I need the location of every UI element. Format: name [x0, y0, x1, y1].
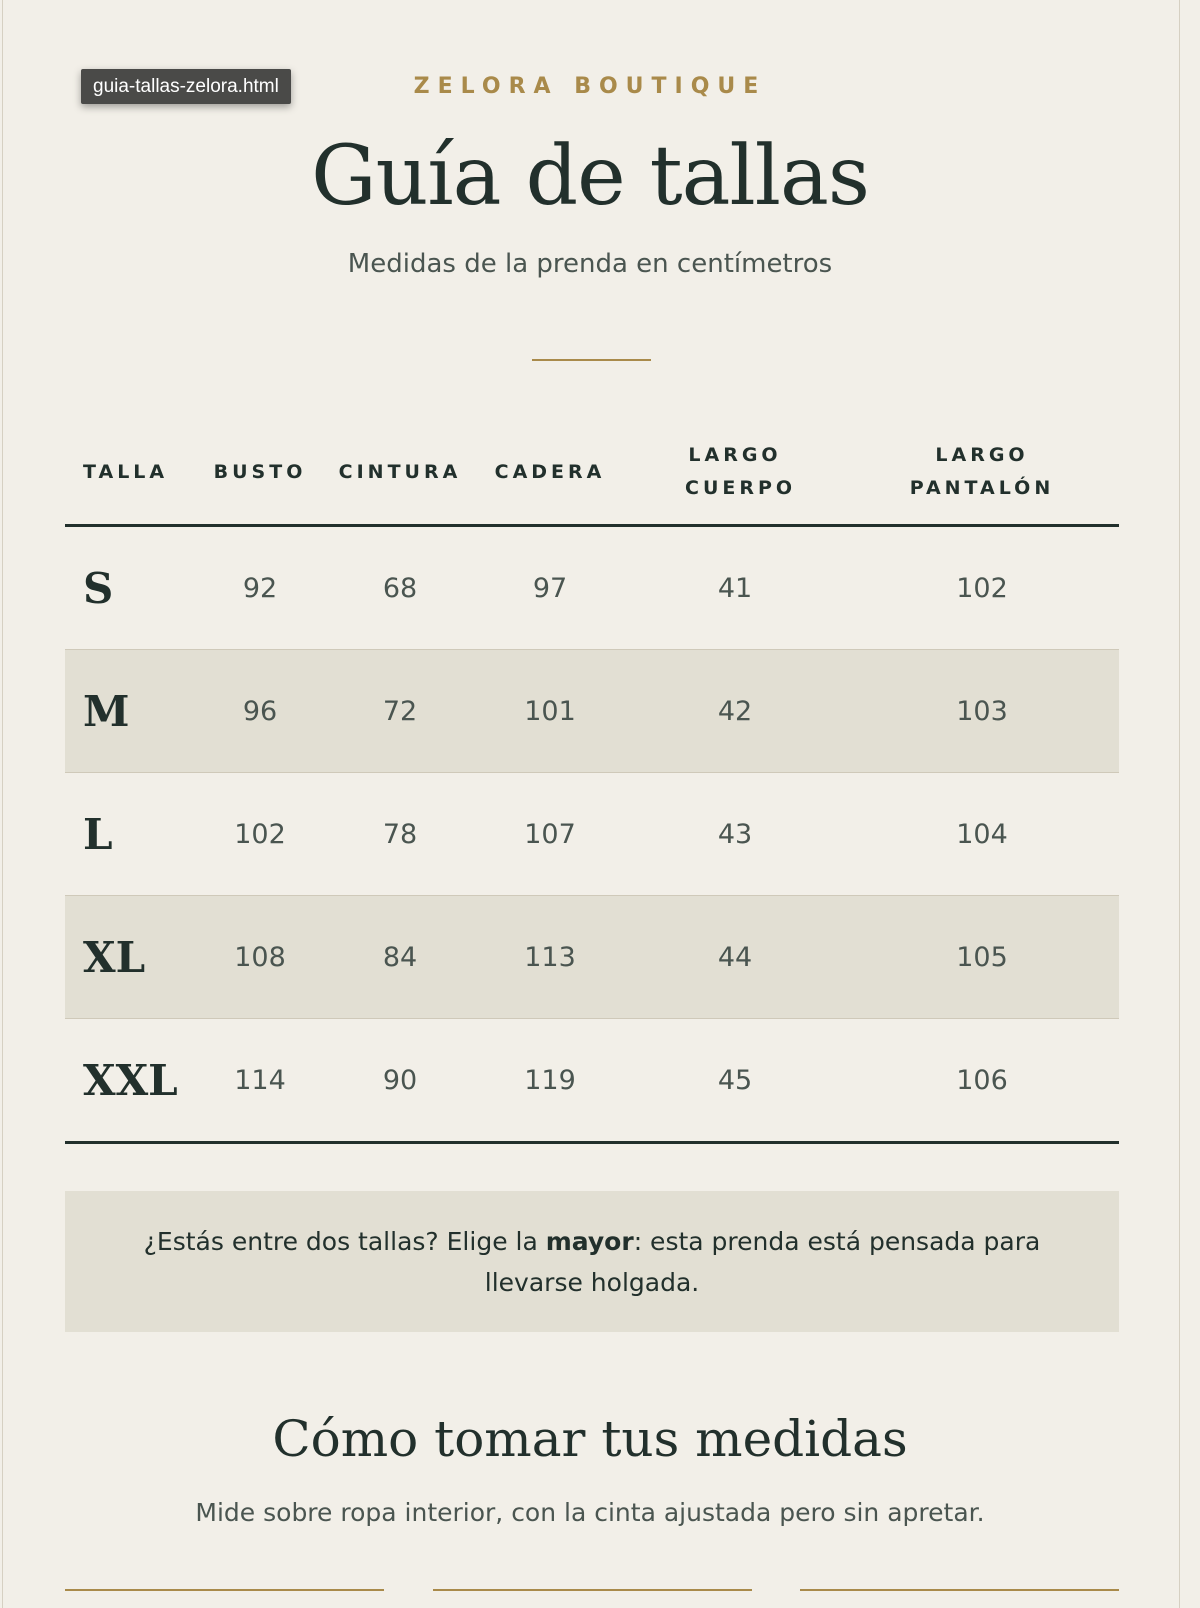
table-row	[65, 896, 1119, 1019]
table-row	[65, 526, 1119, 650]
largo-cuerpo-cell: 43	[625, 773, 845, 896]
sizing-tip-note	[65, 1191, 1119, 1332]
size-label: L	[65, 773, 195, 896]
busto-cell: 102	[195, 773, 325, 896]
column-header-cadera: CADERA	[475, 420, 625, 526]
page-subtitle: Medidas de la prenda en centímetros	[347, 249, 833, 279]
column-header-busto: BUSTO	[195, 420, 325, 526]
column-header-cintura: CINTURA	[325, 420, 475, 526]
busto-cell: 108	[195, 896, 325, 1019]
cadera-cell: 107	[475, 773, 625, 896]
cadera-cell: 119	[475, 1019, 625, 1143]
largo-pantalon-cell: 104	[845, 773, 1119, 896]
size-label: S	[65, 526, 195, 650]
largo-cuerpo-cell: 45	[625, 1019, 845, 1143]
how-to-measure-text: Mide sobre ropa interior, con la cinta ajustada pero sin apretar.	[195, 1498, 985, 1527]
column-header-largo-pantalon: LARGO PANTALÓN	[845, 420, 1119, 526]
cintura-cell: 68	[325, 526, 475, 650]
size-label: XL	[65, 896, 195, 1019]
note-text-after: : esta prenda está pensada para llevarse holgada.	[484, 1227, 1041, 1297]
largo-pantalon-cell: 105	[845, 896, 1119, 1019]
cintura-cell: 90	[325, 1019, 475, 1143]
largo-cuerpo-cell: 42	[625, 650, 845, 773]
cadera-cell: 101	[475, 650, 625, 773]
table-row	[65, 1019, 1119, 1143]
page-title: Guía de tallas	[311, 129, 869, 224]
cintura-cell: 84	[325, 896, 475, 1019]
note-text-before: ¿Estás entre dos tallas? Elige la	[143, 1227, 546, 1256]
how-to-measure-title: Cómo tomar tus medidas	[272, 1410, 908, 1468]
column-header-largo-cuerpo: LARGO CUERPO	[625, 420, 845, 526]
table-row	[65, 650, 1119, 773]
largo-pantalon-cell: 102	[845, 526, 1119, 650]
cintura-cell: 78	[325, 773, 475, 896]
column-header-talla: TALLA	[65, 420, 195, 526]
largo-pantalon-cell: 106	[845, 1019, 1119, 1143]
cadera-cell: 97	[475, 526, 625, 650]
measure-step-divider	[800, 1589, 1119, 1591]
table-header-row	[65, 420, 1119, 526]
largo-cuerpo-cell: 44	[625, 896, 845, 1019]
busto-cell: 96	[195, 650, 325, 773]
title-divider	[532, 359, 651, 361]
cintura-cell: 72	[325, 650, 475, 773]
size-label: XXL	[65, 1019, 195, 1143]
busto-cell: 114	[195, 1019, 325, 1143]
brand-name: ZELORA BOUTIQUE	[413, 74, 767, 99]
measure-step-divider	[433, 1589, 752, 1591]
note-emphasis: mayor	[545, 1227, 634, 1256]
filename-tooltip: guia-tallas-zelora.html	[81, 69, 291, 104]
size-table	[65, 420, 1119, 1144]
size-label: M	[65, 650, 195, 773]
largo-cuerpo-cell: 41	[625, 526, 845, 650]
measure-step-divider	[65, 1589, 384, 1591]
largo-pantalon-cell: 103	[845, 650, 1119, 773]
cadera-cell: 113	[475, 896, 625, 1019]
table-row	[65, 773, 1119, 896]
busto-cell: 92	[195, 526, 325, 650]
